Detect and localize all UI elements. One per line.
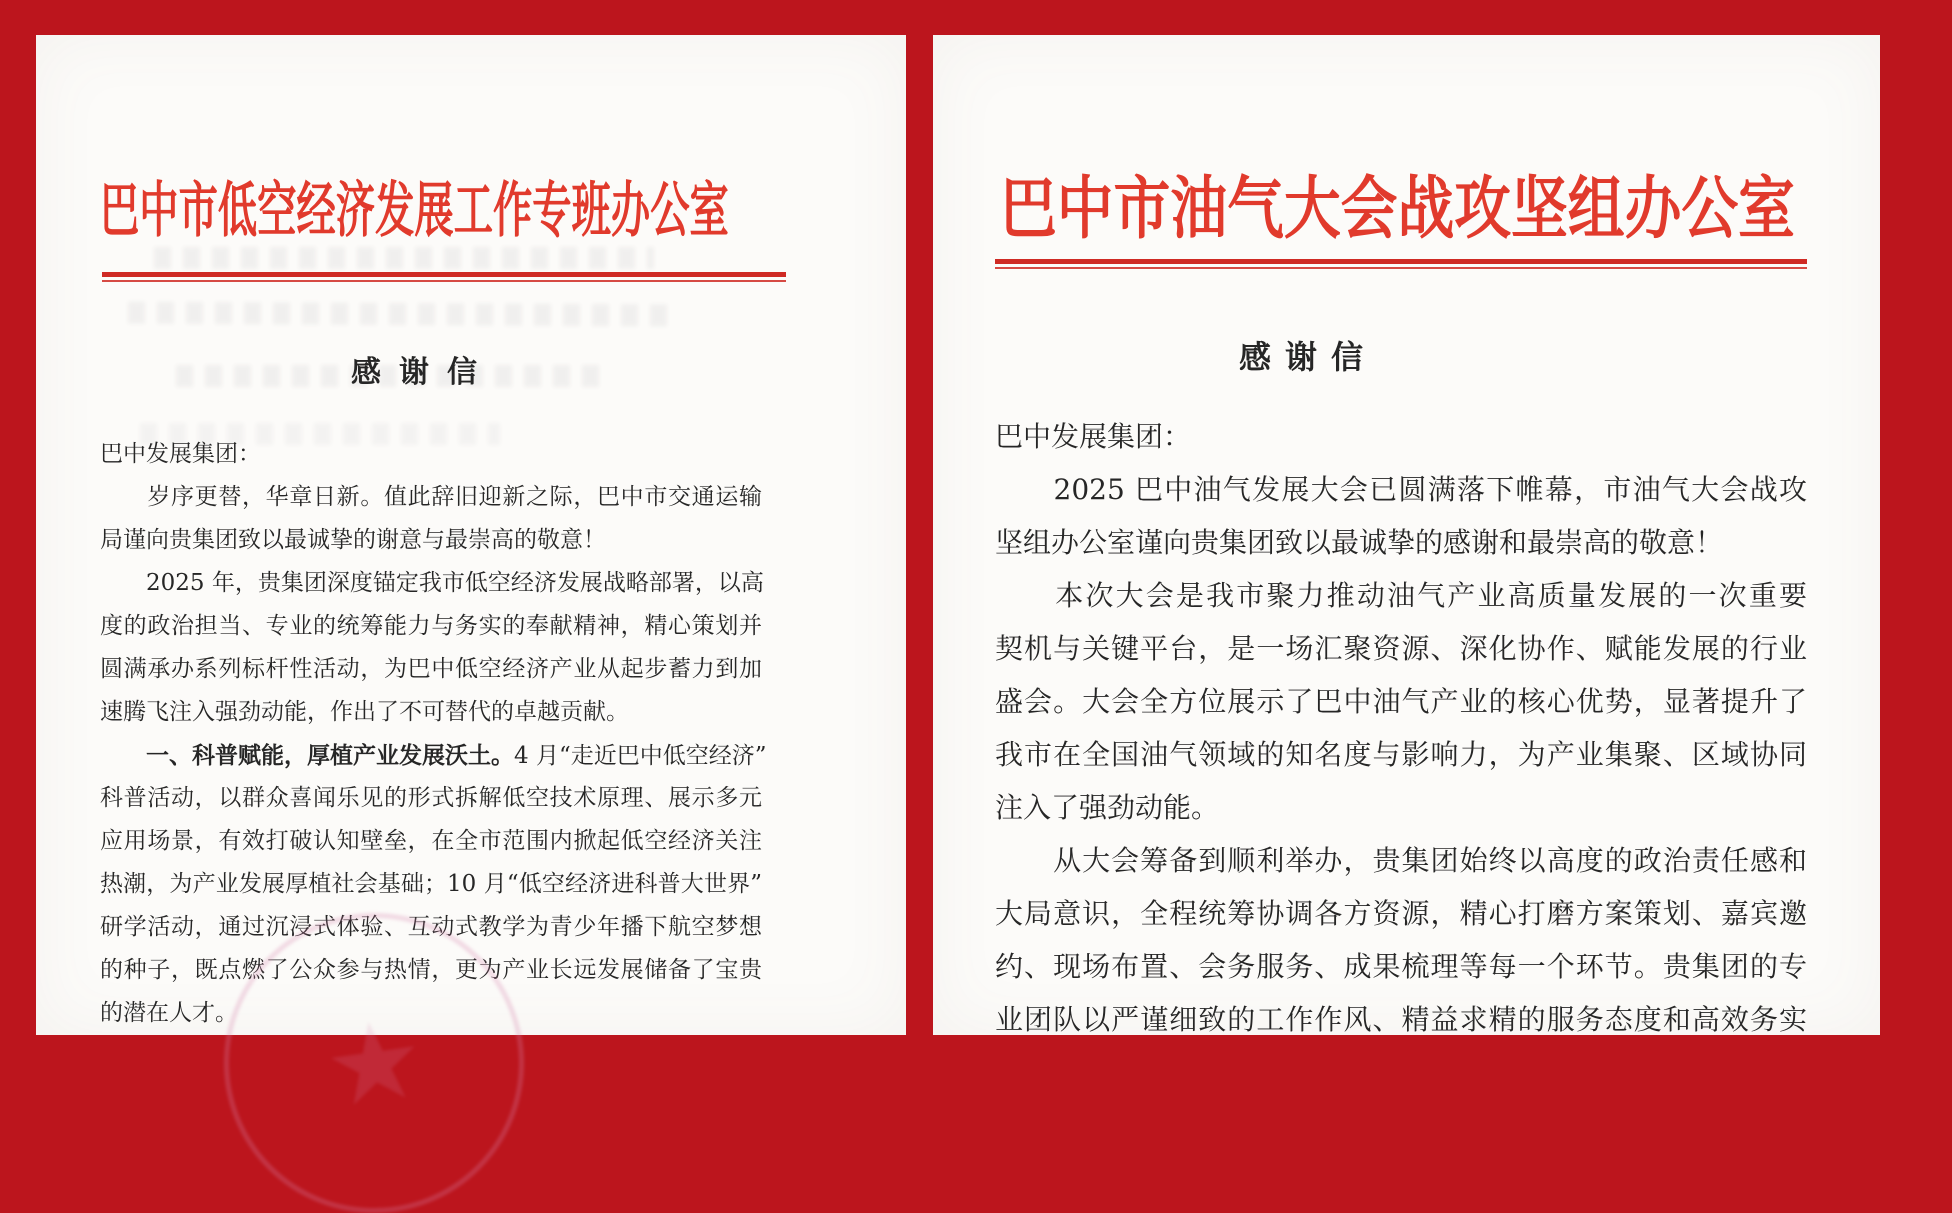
letter-line: 大局意识，全程统筹协调各方资源，精心打磨方案策划、嘉宾邀 <box>995 897 1807 930</box>
official-seal-bleedthrough <box>224 913 524 1213</box>
letter-line: 巴中发展集团： <box>995 420 1192 453</box>
letter-line: 本次大会是我市聚力推动油气产业高质量发展的一次重要 <box>995 579 1807 612</box>
letter-line: 业团队以严谨细致的工作作风、精益求精的服务态度和高效务实 <box>995 1003 1807 1036</box>
letter-line: 应用场景，有效打破认知壁垒，在全市范围内掀起低空经济关注 <box>100 828 762 854</box>
letter-line: 研学活动，通过沉浸式体验、互动式教学为青少年播下航空梦想 <box>100 914 762 940</box>
letter-line: 岁序更替，华章日新。值此辞旧迎新之际，巴中市交通运输 <box>100 484 762 510</box>
ink-bleedthrough-smudge <box>154 247 654 269</box>
letterhead-rule <box>102 272 786 282</box>
letterhead-office-name: 巴中市油气大会战攻坚组办公室 <box>1000 169 1795 249</box>
letter-line: 一、科普赋能，厚植产业发展沃土。4 月“走近巴中低空经济” <box>100 742 767 769</box>
letter-line: 2025 巴中油气发展大会已圆满落下帷幕，市油气大会战攻 <box>995 473 1807 506</box>
letter-line: 科普活动，以群众喜闻乐见的形式拆解低空技术原理、展示多元 <box>100 785 762 811</box>
letterhead-rule <box>995 259 1807 269</box>
letter-line: 坚组办公室谨向贵集团致以最诚挚的感谢和最崇高的敬意！ <box>995 526 1724 559</box>
letter-line: 局谨向贵集团致以最诚挚的谢意与最崇高的敬意！ <box>100 527 606 553</box>
letter-line: 契机与关键平台，是一场汇聚资源、深化协作、赋能发展的行业 <box>995 632 1807 665</box>
letter-line: 注入了强劲动能。 <box>995 791 1220 824</box>
letter-line: 热潮，为产业发展厚植社会基础；10 月“低空经济进科普大世界” <box>100 871 762 897</box>
letter-page-oil-gas <box>933 35 1880 1035</box>
ink-bleedthrough-smudge <box>128 302 668 327</box>
letter-line: 的潜在人才。 <box>100 1000 238 1026</box>
letter-line: 圆满承办系列标杆性活动，为巴中低空经济产业从起步蓄力到加 <box>100 656 762 682</box>
letter-line: 我市在全国油气领域的知名度与影响力，为产业集聚、区域协同 <box>995 738 1807 771</box>
letter-page-low-altitude <box>36 35 906 1134</box>
letter-title: 感谢信 <box>1239 338 1378 376</box>
letter-line: 约、现场布置、会务服务、成果梳理等每一个环节。贵集团的专 <box>995 950 1807 983</box>
seal-star-icon: ★ <box>316 992 432 1134</box>
letter-body <box>995 410 1807 1046</box>
letter-line: 从大会筹备到顺利举办，贵集团始终以高度的政治责任感和 <box>995 844 1807 877</box>
letter-line: 盛会。大会全方位展示了巴中油气产业的核心优势，显著提升了 <box>995 685 1807 718</box>
letter-line: 2025 年，贵集团深度锚定我市低空经济发展战略部署，以高 <box>100 570 764 596</box>
letter-line: 速腾飞注入强劲动能，作出了不可替代的卓越贡献。 <box>100 699 629 725</box>
letter-title: 感谢信 <box>351 355 495 390</box>
letter-line: 巴中发展集团： <box>100 441 261 467</box>
letter-line: 度的政治担当、专业的统筹能力与务实的奉献精神，精心策划并 <box>100 613 762 639</box>
letter-line: 的种子，既点燃了公众参与热情，更为产业长远发展储备了宝贵 <box>100 957 762 983</box>
letterhead-office-name: 巴中市低空经济发展工作专班办公室 <box>100 176 729 246</box>
